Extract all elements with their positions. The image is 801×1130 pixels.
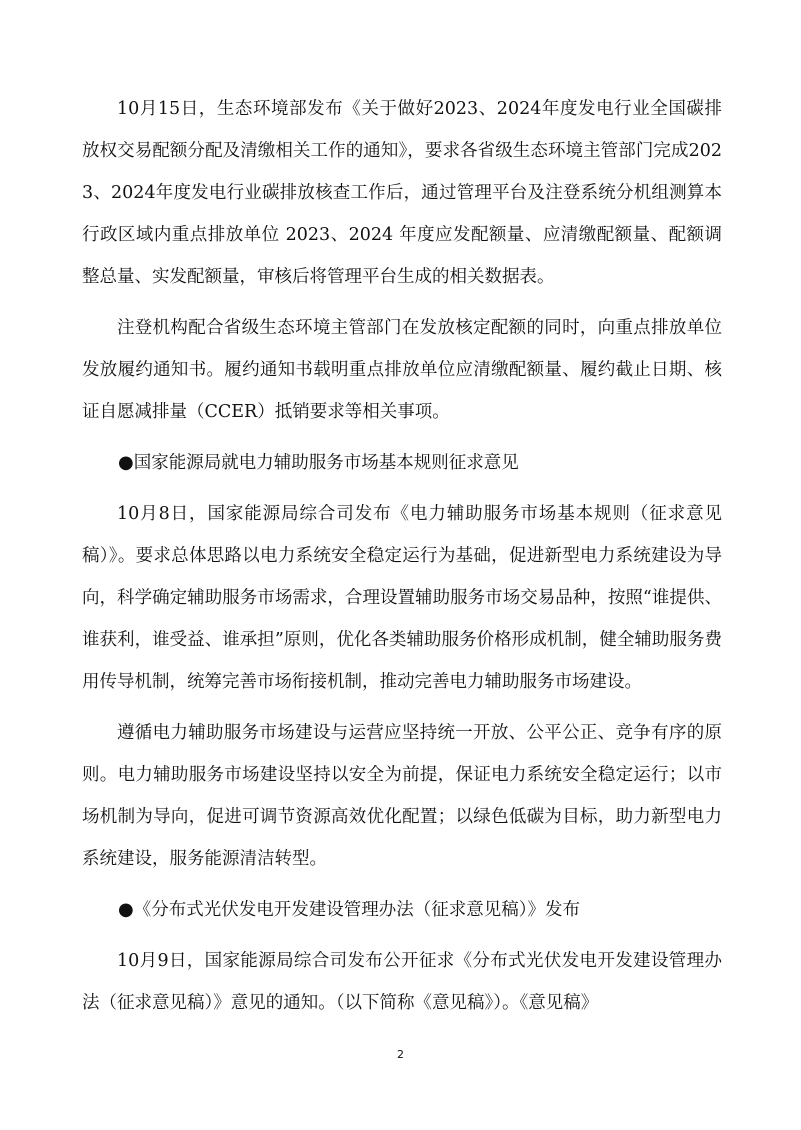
heading-text: 《分布式光伏发电开发建设管理办法（征求意见稿）》发布: [133, 900, 580, 920]
page-number: 2: [397, 1048, 404, 1061]
heading-text: 国家能源局就电力辅助服务市场基本规则征求意见: [133, 453, 519, 473]
paragraph-compliance-notice: 注登机构配合省级生态环境主管部门在发放核定配额的同时，向重点排放单位发放履约通知书。履约通知书载明重点排放单位应清缴配额量、履约截止日期、核证自愿减排量（CCER）抵销要求等相关事项。: [82, 318, 722, 422]
paragraph-ancillary-rules: 10月8日，国家能源局综合司发布《电力辅助服务市场基本规则（征求意见稿）》。要求总体思路以电力系统安全稳定运行为基础，促进新型电力系统建设为导向，科学确定辅助服务市场需求，合理设置辅助服务市场交易品种，按照“谁提供、谁获利，谁受益、谁承担”原则，优化各类辅助服务价格形成机制，健全辅助服务费用传导机制，统筹完善市场衔接机制，推动完善电力辅助服务市场建设。: [82, 504, 722, 692]
paragraph-ancillary-principles: 遵循电力辅助服务市场建设与运营应坚持统一开放、公平公正、竞争有序的原则。电力辅助服务市场建设坚持以安全为前提，保证电力系统安全稳定运行；以市场机制为导向，促进可调节资源高效优化配置；以绿色低碳为目标，助力新型电力系统建设，服务能源清洁转型。: [82, 723, 722, 869]
section-heading-ancillary-services: [82, 442, 722, 484]
bullet-icon: ●: [118, 452, 134, 473]
paragraph-carbon-quota-notice: 10月15日，生态环境部发布《关于做好2023、2024年度发电行业全国碳排放权交易配额分配及清缴相关工作的通知》，要求各省级生态环境主管部门完成2023、2024年度发电行业碳排放核查工作后，通过管理平台及注登系统分机组测算本行政区域内重点排放单位 2023、2024 年度应发配额量、应清缴配额量、配额调整总量、实发配额量，审核后将管理平台生成的相关数据表。: [82, 99, 722, 287]
document-body: [82, 88, 722, 1033]
section-heading-distributed-pv: [82, 889, 722, 931]
bullet-icon: ●: [118, 899, 134, 920]
paragraph-distributed-pv: 10月9日，国家能源局综合司发布公开征求《分布式光伏发电开发建设管理办法（征求意见稿）》意见的通知。（以下简称《意见稿》）。《意见稿》: [82, 951, 722, 1013]
